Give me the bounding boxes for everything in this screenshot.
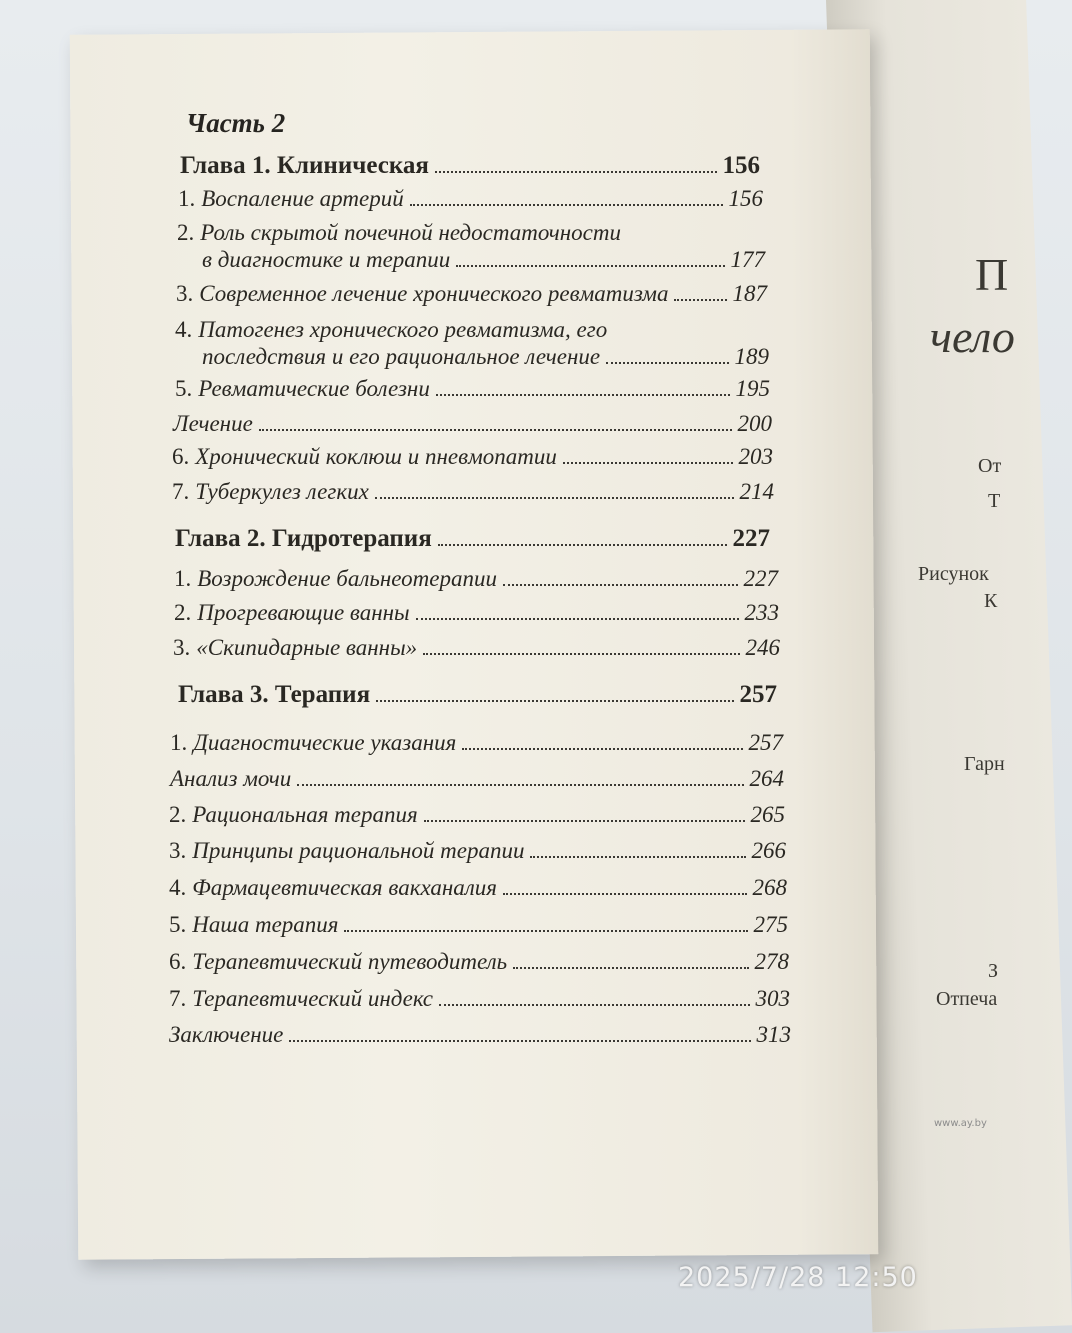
dot-leader [513, 967, 748, 969]
entry-page: 177 [730, 247, 765, 272]
toc-entry [175, 317, 675, 343]
entry-page: 187 [732, 281, 767, 306]
dot-leader [376, 700, 733, 702]
dot-leader [375, 497, 734, 499]
entry-title-continuation: последствия и его рациональное лечение [202, 344, 601, 369]
entry-number: 3. [173, 635, 191, 660]
entry-page: 227 [743, 566, 778, 591]
toc-entry [177, 220, 677, 246]
entry-number: 6. [169, 949, 187, 974]
entry-number: 1. [178, 186, 196, 211]
entry-title: Прогревающие ванны [197, 600, 410, 625]
entry-number: 1. [170, 730, 188, 755]
entry-title: Фармацевтическая вакханалия [192, 875, 497, 900]
right-page-fragment: К [984, 590, 998, 612]
entry-number: 2. [169, 802, 187, 827]
right-page-fragment: Отпеча [936, 988, 998, 1010]
toc-entry [169, 1022, 791, 1048]
entry-page: 268 [752, 875, 787, 900]
toc-entry [169, 802, 785, 828]
entry-number: 3. [169, 838, 187, 863]
chapter-heading [178, 681, 777, 709]
entry-page: 195 [735, 376, 770, 401]
right-page-fragment: Т [988, 490, 1001, 512]
dot-leader [297, 784, 743, 786]
chapter-page: 156 [722, 152, 760, 179]
entry-number: 2. [177, 220, 195, 245]
dot-leader [289, 1040, 750, 1042]
toc-entry-continuation [202, 344, 769, 370]
dot-leader [456, 265, 724, 267]
toc-entry [173, 411, 772, 437]
toc-entry [178, 186, 763, 212]
dot-leader [606, 362, 728, 364]
entry-page: 200 [737, 411, 772, 436]
entry-number: 1. [174, 566, 192, 591]
chapter-title: Глава 1. Клиническая [180, 152, 429, 179]
entry-title: Принципы рациональной терапии [192, 838, 525, 863]
entry-page: 278 [754, 949, 789, 974]
entry-page: 313 [756, 1022, 791, 1047]
dot-leader [410, 204, 723, 206]
entry-number: 2. [174, 600, 192, 625]
toc-entry [169, 986, 790, 1012]
entry-page: 266 [751, 838, 786, 863]
photo-timestamp: 2025/7/28 12:50 [678, 1262, 918, 1293]
entry-page: 189 [734, 344, 769, 369]
dot-leader [530, 856, 745, 858]
chapter-page: 257 [739, 681, 777, 708]
toc-entry [174, 566, 778, 592]
entry-number: 5. [175, 376, 193, 401]
dot-leader [563, 462, 733, 464]
dot-leader [424, 820, 745, 822]
entry-title: Роль скрытой почечной недостаточности [200, 220, 621, 245]
entry-title: Воспаление артерий [201, 186, 404, 211]
entry-page: 233 [744, 600, 779, 625]
entry-title: «Скипидарные ванны» [196, 635, 418, 660]
chapter-title: Глава 3. Терапия [178, 681, 371, 708]
right-page-fragment: З [988, 960, 999, 982]
right-page-fragment: П [975, 249, 1009, 300]
entry-title: Диагностические указания [193, 730, 457, 755]
entry-title: Ревматические болезни [198, 376, 430, 401]
dot-leader [436, 394, 730, 396]
toc-entry [175, 376, 770, 402]
toc-entry [172, 479, 774, 505]
entry-number: 4. [175, 317, 193, 342]
entry-number: 6. [172, 444, 190, 469]
entry-title: Лечение [173, 411, 253, 436]
dot-leader [416, 618, 739, 620]
entry-title: Терапевтический индекс [192, 986, 433, 1011]
dot-leader [344, 930, 747, 932]
dot-leader [435, 171, 717, 173]
entry-title: Рациональная терапия [192, 802, 418, 827]
dot-leader [438, 544, 727, 546]
entry-page: 214 [739, 479, 774, 504]
entry-number: 4. [169, 875, 187, 900]
dot-leader [259, 429, 732, 431]
entry-number: 7. [169, 986, 187, 1011]
toc-entry [170, 766, 784, 792]
toc-entry-continuation [202, 247, 765, 273]
toc-entry [169, 875, 787, 901]
watermark: www.ay.by [934, 1118, 987, 1129]
entry-page: 303 [755, 986, 790, 1011]
dot-leader [462, 748, 742, 750]
entry-title: Анализ мочи [170, 766, 292, 791]
entry-page: 203 [738, 444, 773, 469]
dot-leader [503, 893, 747, 895]
right-page-fragment: чело [930, 311, 1015, 362]
right-page-fragment: Рисунок [918, 563, 989, 585]
toc-entry [176, 281, 767, 307]
entry-title: Возрождение бальнеотерапии [197, 566, 497, 591]
entry-title-continuation: в диагностике и терапии [202, 247, 451, 272]
entry-title: Современное лечение хронического ревматизма [199, 281, 669, 306]
chapter-page: 227 [732, 525, 770, 552]
entry-number: 7. [172, 479, 190, 504]
dot-leader [423, 653, 739, 655]
entry-title: Терапевтический путеводитель [192, 949, 508, 974]
toc-entry [169, 912, 788, 938]
entry-page: 156 [728, 186, 763, 211]
entry-title: Туберкулез легких [195, 479, 369, 504]
toc-entry [174, 600, 779, 626]
chapter-heading [175, 525, 770, 553]
right-page-fragment: Гарн [964, 753, 1005, 775]
entry-number: 5. [169, 912, 187, 937]
chapter-heading [180, 152, 760, 180]
toc-entry [169, 949, 789, 975]
dot-leader [674, 299, 726, 301]
toc-entry [172, 444, 773, 470]
chapter-title: Глава 2. Гидротерапия [175, 525, 432, 552]
entry-page: 275 [753, 912, 788, 937]
entry-title: Наша терапия [192, 912, 339, 937]
entry-number: 3. [176, 281, 194, 306]
dot-leader [503, 584, 738, 586]
toc-entry [169, 838, 786, 864]
entry-title: Патогенез хронического ревматизма, его [198, 317, 608, 342]
entry-title: Заключение [169, 1022, 284, 1047]
entry-page: 257 [748, 730, 783, 755]
entry-page: 246 [745, 635, 780, 660]
entry-title: Хронический коклюш и пневмопатии [195, 444, 557, 469]
entry-page: 265 [750, 802, 785, 827]
right-page-fragment: От [978, 455, 1002, 477]
dot-leader [439, 1004, 750, 1006]
entry-page: 264 [749, 766, 784, 791]
part-label: Часть 2 [186, 108, 286, 138]
toc-entry [170, 730, 783, 756]
toc-entry [173, 635, 780, 661]
